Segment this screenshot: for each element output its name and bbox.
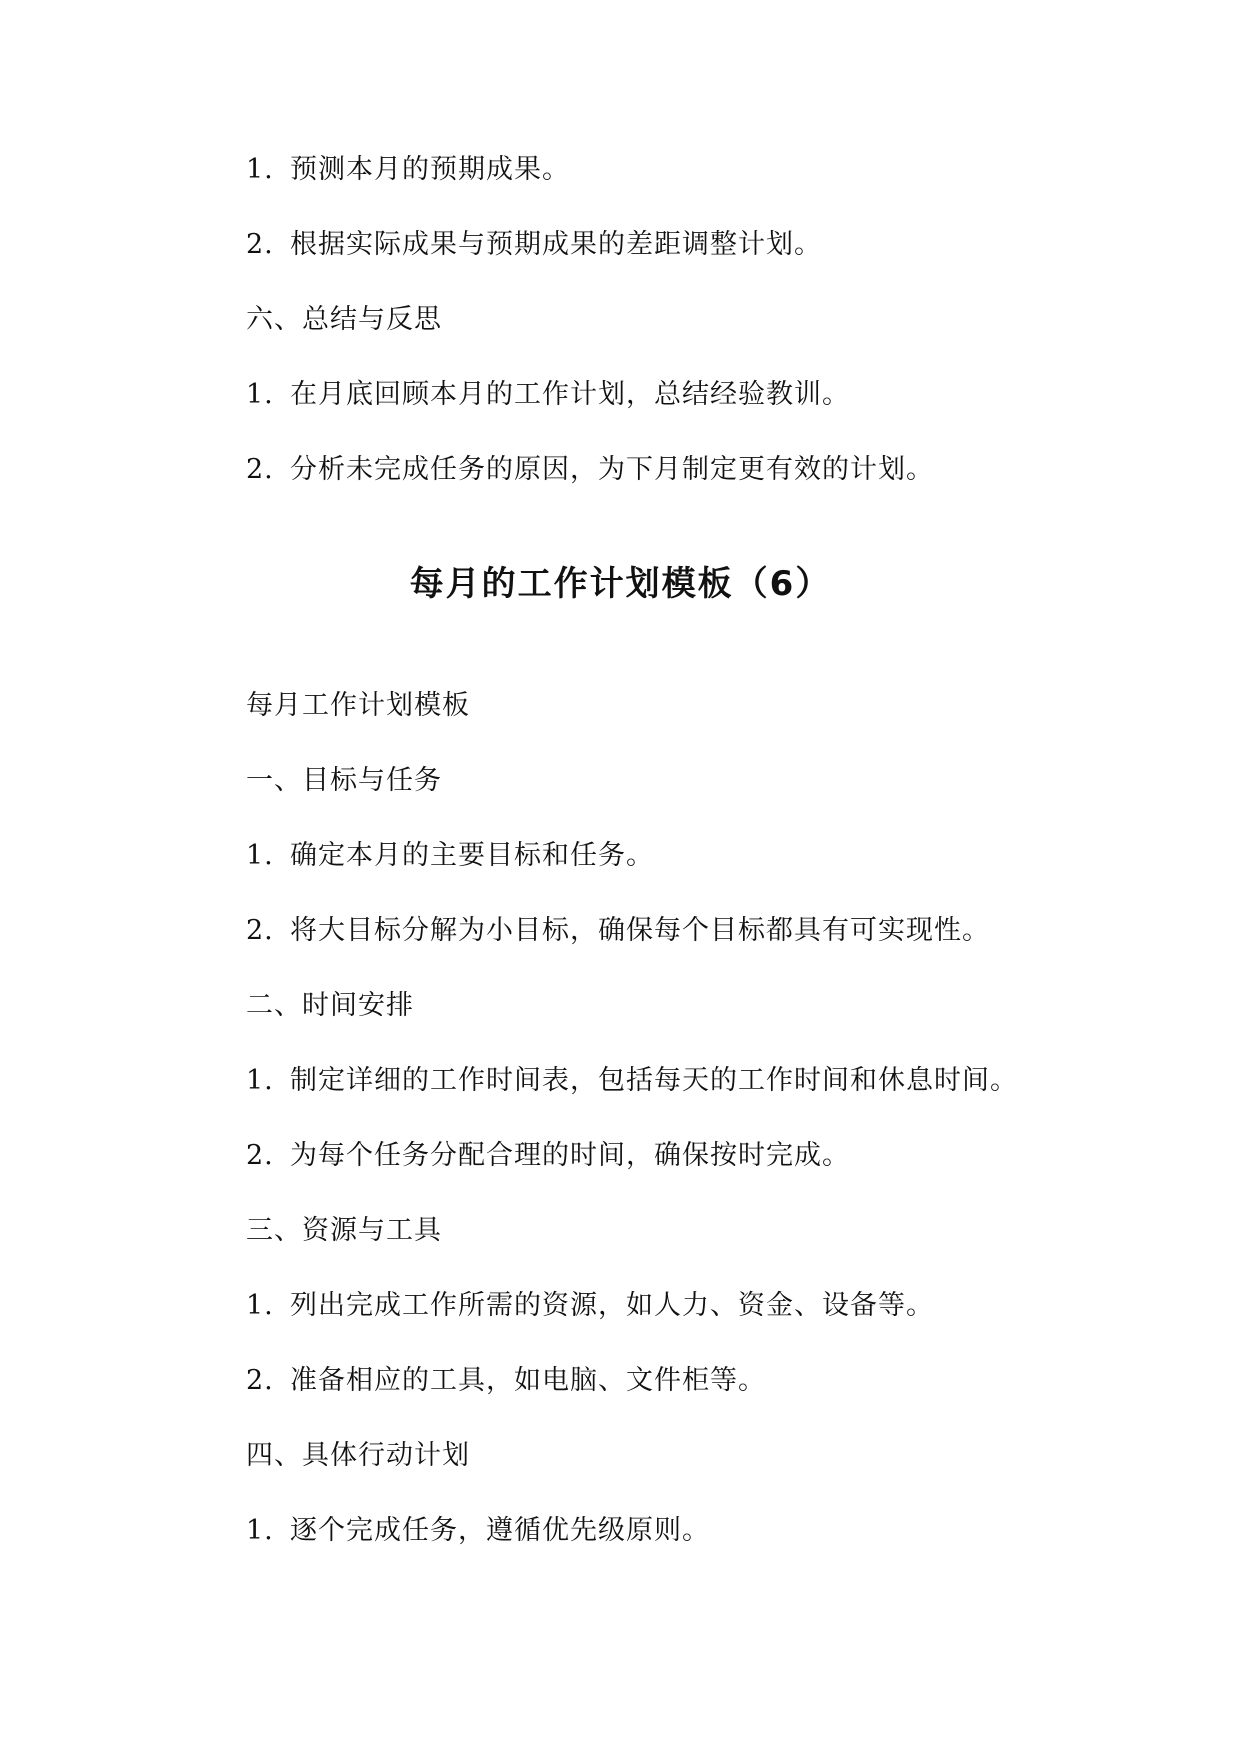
list-item-number: 1. <box>246 1065 274 1096</box>
list-item-number: 2. <box>246 915 274 946</box>
list-item-number: 2. <box>246 454 274 485</box>
section-heading: 四、具体行动计划 <box>246 1440 470 1471</box>
list-item-text: 逐个完成任务，遵循优先级原则。 <box>290 1515 710 1546</box>
list-item-text: 分析未完成任务的原因，为下月制定更有效的计划。 <box>290 454 934 485</box>
list-item <box>246 377 850 413</box>
section-heading: 六、总结与反思 <box>246 304 442 335</box>
list-item <box>246 838 654 874</box>
document-subtitle: 每月工作计划模板 <box>246 690 470 721</box>
list-item-text: 制定详细的工作时间表，包括每天的工作时间和休息时间。 <box>290 1065 1018 1096</box>
list-item-text: 准备相应的工具，如电脑、文件柜等。 <box>290 1365 766 1396</box>
list-item-number: 2. <box>246 1365 274 1396</box>
list-item <box>246 152 570 188</box>
section-heading: 一、目标与任务 <box>246 765 442 796</box>
list-item-text: 在月底回顾本月的工作计划，总结经验教训。 <box>290 379 850 410</box>
list-item <box>246 1513 710 1549</box>
page-title: 每月的工作计划模板（6） <box>409 564 832 604</box>
section-heading: 三、资源与工具 <box>246 1215 442 1246</box>
list-item <box>246 227 822 263</box>
list-item <box>246 1063 1018 1099</box>
list-item-text: 列出完成工作所需的资源，如人力、资金、设备等。 <box>290 1290 934 1321</box>
list-item <box>246 913 990 949</box>
list-item <box>246 452 934 488</box>
list-item-text: 将大目标分解为小目标，确保每个目标都具有可实现性。 <box>290 915 990 946</box>
list-item-text: 预测本月的预期成果。 <box>290 154 570 185</box>
list-item <box>246 1288 934 1324</box>
list-item-text: 确定本月的主要目标和任务。 <box>290 840 654 871</box>
list-item <box>246 1363 766 1399</box>
list-item-number: 2. <box>246 1140 274 1171</box>
list-item-number: 1. <box>246 1515 274 1546</box>
list-item <box>246 1138 850 1174</box>
list-item-number: 1. <box>246 154 274 185</box>
list-item-number: 1. <box>246 840 274 871</box>
list-item-number: 1. <box>246 379 274 410</box>
list-item-number: 2. <box>246 229 274 260</box>
section-heading: 二、时间安排 <box>246 990 414 1021</box>
list-item-number: 1. <box>246 1290 274 1321</box>
list-item-text: 根据实际成果与预期成果的差距调整计划。 <box>290 229 822 260</box>
list-item-text: 为每个任务分配合理的时间，确保按时完成。 <box>290 1140 850 1171</box>
